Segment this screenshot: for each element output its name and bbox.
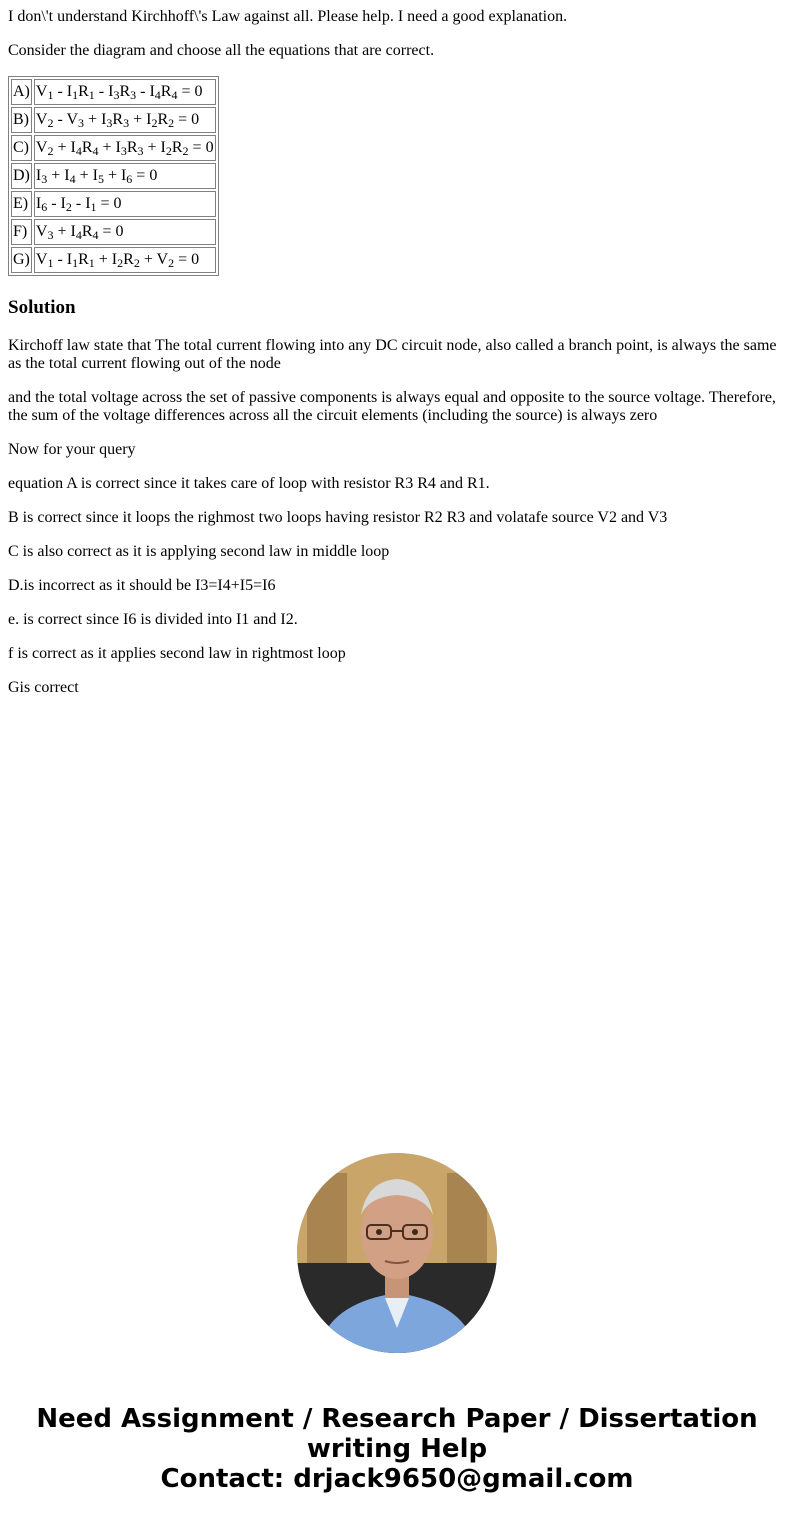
question-line-2: Consider the diagram and choose all the equations that are correct. — [8, 42, 435, 59]
option-label: C) — [11, 135, 32, 161]
equation-subscript: 3 — [47, 228, 54, 242]
equation-term: - V — [53, 111, 79, 128]
equation-term: - I — [136, 83, 155, 100]
solution-para-5: B is correct since it loops the righmost two loops having resistor R2 R3 and volatafe source V2 and V3 — [8, 509, 668, 526]
option-row — [11, 163, 216, 189]
option-row — [11, 107, 216, 133]
equation-term: R — [78, 251, 89, 268]
equation-subscript: 3 — [113, 88, 120, 102]
equation-term: + I — [75, 167, 98, 184]
equation-subscript: 4 — [92, 144, 99, 158]
equation-term: = 0 — [98, 223, 124, 240]
equation-subscript: 1 — [72, 88, 79, 102]
option-equation — [34, 163, 216, 189]
equation-term: R — [119, 83, 131, 100]
equation-subscript: 2 — [133, 256, 140, 270]
equation-term: = 0 — [132, 167, 158, 184]
solution-heading: Solution — [8, 297, 76, 318]
equation-subscript: 2 — [47, 144, 54, 158]
equation-term: R — [126, 139, 138, 156]
option-row — [11, 247, 216, 273]
solution-para-3: Now for your query — [8, 441, 136, 458]
equation-subscript: 3 — [120, 144, 127, 158]
equation-term: = 0 — [174, 111, 200, 128]
equation-term: R — [160, 83, 172, 100]
equation-term: V — [35, 251, 48, 268]
equation-term: = 0 — [96, 195, 122, 212]
equation-term: = 0 — [177, 83, 203, 100]
equation-subscript: 5 — [97, 172, 104, 186]
equation-term: - I — [53, 251, 73, 268]
option-equation — [34, 191, 216, 217]
equation-term: V — [35, 223, 48, 240]
equation-subscript: 2 — [47, 116, 54, 130]
equation-subscript: 1 — [47, 256, 54, 270]
option-row — [11, 135, 216, 161]
solution-para-2: and the total voltage across the set of passive components is always equal and opposite to the source voltage. Therefore, the sum of the voltage differences across all the circuit elements (including the source) is always zero — [8, 389, 776, 424]
options-table — [8, 76, 219, 276]
equation-subscript: 4 — [154, 88, 161, 102]
promo-line-2: writing Help — [306, 1434, 488, 1464]
promo-contact: Contact: drjack9650@gmail.com — [160, 1464, 634, 1494]
option-equation — [34, 107, 216, 133]
equation-term: I — [35, 167, 42, 184]
option-label: G) — [11, 247, 32, 273]
option-row — [11, 191, 216, 217]
equation-subscript: 6 — [41, 200, 48, 214]
equation-subscript: 2 — [182, 144, 189, 158]
equation-subscript: 3 — [123, 116, 130, 130]
equation-term: I — [35, 195, 42, 212]
equation-subscript: 2 — [168, 116, 175, 130]
question-line-1: I don\'t understand Kirchhoff\'s Law against all. Please help. I need a good explanation. — [8, 8, 568, 25]
equation-term: = 0 — [174, 251, 200, 268]
equation-subscript: 4 — [92, 228, 99, 242]
option-row — [11, 79, 216, 105]
equation-subscript: 2 — [165, 144, 172, 158]
equation-subscript: 2 — [65, 200, 72, 214]
equation-term: - I — [53, 83, 73, 100]
equation-term: + I — [143, 139, 166, 156]
equation-term: + I — [47, 167, 70, 184]
equation-subscript: 2 — [168, 256, 175, 270]
option-row — [11, 219, 216, 245]
solution-para-6: C is also correct as it is applying second law in middle loop — [8, 543, 390, 560]
equation-subscript: 4 — [69, 172, 76, 186]
equation-term: + I — [129, 111, 152, 128]
equation-term: = 0 — [188, 139, 214, 156]
equation-term: V — [35, 83, 48, 100]
option-equation — [34, 135, 216, 161]
promo-line-1: Need Assignment / Research Paper / Dissertation — [36, 1404, 758, 1434]
equation-subscript: 4 — [75, 144, 82, 158]
equation-term: + I — [94, 251, 118, 268]
avatar — [297, 1153, 497, 1353]
equation-term: + I — [84, 111, 107, 128]
equation-subscript: 4 — [171, 88, 178, 102]
equation-term: R — [157, 111, 169, 128]
solution-para-7: D.is incorrect as it should be I3=I4+I5=I6 — [8, 577, 276, 594]
option-equation — [34, 79, 216, 105]
equation-subscript: 6 — [126, 172, 133, 186]
equation-term: + I — [53, 223, 76, 240]
equation-term: V — [35, 111, 48, 128]
equation-term: R — [112, 111, 124, 128]
equation-subscript: 3 — [78, 116, 85, 130]
equation-term: R — [171, 139, 183, 156]
solution-para-4: equation A is correct since it takes care of loop with resistor R3 R4 and R1. — [8, 475, 490, 492]
equation-term: V — [35, 139, 48, 156]
option-label: E) — [11, 191, 32, 217]
equation-subscript: 2 — [151, 116, 158, 130]
option-label: F) — [11, 219, 32, 245]
equation-term: + I — [98, 139, 121, 156]
solution-para-8: e. is correct since I6 is divided into I1 and I2. — [8, 611, 298, 628]
equation-subscript: 3 — [106, 116, 113, 130]
option-label: B) — [11, 107, 32, 133]
equation-subscript: 3 — [41, 172, 48, 186]
solution-para-10: Gis correct — [8, 679, 79, 696]
equation-term: R — [81, 223, 93, 240]
equation-subscript: 3 — [137, 144, 144, 158]
equation-subscript: 2 — [117, 256, 124, 270]
equation-subscript: 3 — [130, 88, 137, 102]
option-equation — [34, 247, 216, 273]
solution-para-1: Kirchoff law state that The total current flowing into any DC circuit node, also called a branch point, is always the same as the total current flowing out of the node — [8, 337, 777, 372]
equation-term: + I — [53, 139, 76, 156]
promo-banner — [0, 1404, 794, 1494]
avatar-portrait — [297, 1153, 497, 1353]
equation-subscript: 1 — [90, 200, 97, 214]
option-label: A) — [11, 79, 32, 105]
option-label: D) — [11, 163, 32, 189]
equation-term: - I — [94, 83, 114, 100]
equation-subscript: 1 — [72, 256, 79, 270]
equation-subscript: 1 — [88, 88, 95, 102]
equation-term: R — [78, 83, 89, 100]
option-equation — [34, 219, 216, 245]
equation-term: + V — [139, 251, 169, 268]
solution-para-9: f is correct as it applies second law in rightmost loop — [8, 645, 346, 662]
equation-term: R — [81, 139, 93, 156]
equation-subscript: 4 — [75, 228, 82, 242]
equation-subscript: 1 — [47, 88, 54, 102]
equation-term: - I — [71, 195, 91, 212]
equation-term: R — [123, 251, 134, 268]
equation-term: - I — [47, 195, 66, 212]
equation-subscript: 1 — [88, 256, 95, 270]
equation-term: + I — [103, 167, 127, 184]
